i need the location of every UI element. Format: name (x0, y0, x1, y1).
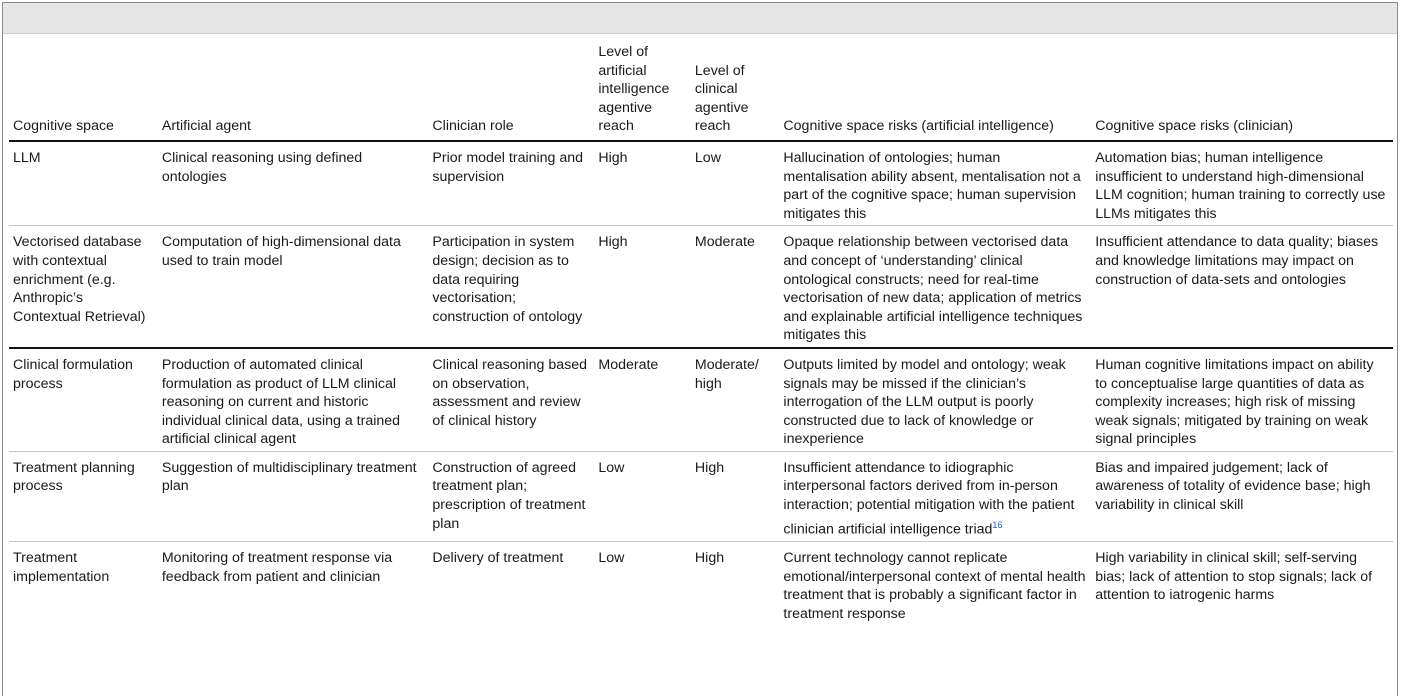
cell-ai-risks: Outputs limited by model and ontology; weak signals may be missed if the clinician’s interrogation of the LLM output is poorly constructed due to lack of knowledge or inexperience (779, 348, 1091, 451)
header-clinical-reach: Level of clinical agentive reach (691, 34, 780, 141)
cell-clinician-role: Delivery of treatment (432, 549, 564, 566)
table-row (9, 541, 1393, 625)
table-row (9, 348, 1393, 451)
cell-clinician-risks: Insufficient attendance to data quality; biases and knowledge limitations may impact on construction of data-sets and ontologies (1091, 226, 1393, 348)
cell-clinician-role: Participation in system design; decision as to data requiring vectorisation; construction of ontology (428, 226, 594, 348)
table-row (9, 451, 1393, 541)
cell-artificial-agent: Computation of high-dimensional data used to train model (158, 226, 429, 348)
table-row (9, 226, 1393, 348)
cell-clinical-reach: Low (691, 141, 780, 226)
table-title-bar (3, 3, 1397, 34)
table-frame (2, 2, 1398, 696)
cell-ai-risks (779, 451, 1091, 541)
cell-clinical-reach: Moderate/ high (691, 348, 780, 451)
header-ai-reach: Level of artificial intelligence agentive reach (594, 34, 691, 141)
header-row (9, 34, 1393, 141)
cell-ai-reach: High (594, 226, 691, 348)
cell-clinician-risks: Bias and impaired judgement; lack of awareness of totality of evidence base; high variability in clinical skill (1091, 451, 1393, 541)
header-cognitive-space: Cognitive space (9, 34, 158, 141)
cell-ai-risks: Current technology cannot replicate emotional/interpersonal context of mental health treatment that is probably a significant factor in treatment response (783, 549, 1086, 622)
cell-artificial-agent: Suggestion of multidisciplinary treatment plan (158, 451, 429, 541)
cell-ai-reach: Low (598, 549, 625, 566)
header-ai-risks: Cognitive space risks (artificial intelligence) (779, 34, 1091, 141)
cell-ai-reach: Low (594, 451, 691, 541)
cell-clinical-reach: High (694, 549, 725, 566)
cell-artificial-agent: Monitoring of treatment response via feedback from patient and clinician (161, 549, 393, 585)
cell-clinician-risks: Automation bias; human intelligence insufficient to understand high-dimensional LLM cognition; human training to correctly use LLMs mitigates this (1091, 141, 1393, 226)
cell-cognitive-space: LLM (9, 141, 158, 226)
cell-clinical-reach: Moderate (691, 226, 780, 348)
header-clinician-risks: Cognitive space risks (clinician) (1091, 34, 1393, 141)
cell-clinician-role: Construction of agreed treatment plan; prescription of treatment plan (428, 451, 594, 541)
cell-clinician-role: Prior model training and supervision (428, 141, 594, 226)
cell-ai-reach: High (594, 141, 691, 226)
header-clinician-role: Clinician role (428, 34, 594, 141)
ai-risks-text: Insufficient attendance to idiographic interpersonal factors derived from in-person interaction; potential mitigation with the patient clinician artificial intelligence triad (783, 459, 1075, 538)
cell-clinician-risks: Human cognitive limitations impact on ability to conceptualise large quantities of data as complexity increases; high risk of missing weak signals; mitigated by training on weak signal principles (1091, 348, 1393, 451)
cell-clinician-role: Clinical reasoning based on observation, assessment and review of clinical history (428, 348, 594, 451)
table-row (9, 141, 1393, 226)
citation-superscript (992, 517, 1002, 531)
cell-ai-risks: Hallucination of ontologies; human mentalisation ability absent, mentalisation not a part of the cognitive space; human supervision mitigates this (779, 141, 1091, 226)
reference-link[interactable]: 16 (992, 519, 1003, 530)
cell-ai-risks: Opaque relationship between vectorised data and concept of ‘understanding’ clinical ontological constructs; need for real-time vectorisation of new data; application of metrics and explainable artificial intelligence techniques mitigates this (779, 226, 1091, 348)
cell-cognitive-space: Vectorised database with contextual enrichment (e.g. Anthropic’s Contextual Retrieval) (9, 226, 158, 348)
cell-ai-reach: Moderate (594, 348, 691, 451)
cell-artificial-agent: Clinical reasoning using defined ontologies (158, 141, 429, 226)
header-artificial-agent: Artificial agent (158, 34, 429, 141)
cognitive-space-table (9, 34, 1393, 625)
cell-cognitive-space: Treatment planning process (9, 451, 158, 541)
cell-artificial-agent: Production of automated clinical formulation as product of LLM clinical reasoning on current and historic individual clinical data, using a trained artificial clinical agent (158, 348, 429, 451)
cell-cognitive-space: Clinical formulation process (9, 348, 158, 451)
cell-clinical-reach: High (691, 451, 780, 541)
cell-clinician-risks: High variability in clinical skill; self-serving bias; lack of attention to stop signals; lack of attention to iatrogenic harms (1095, 549, 1373, 604)
cell-cognitive-space: Treatment implementation (13, 549, 110, 585)
